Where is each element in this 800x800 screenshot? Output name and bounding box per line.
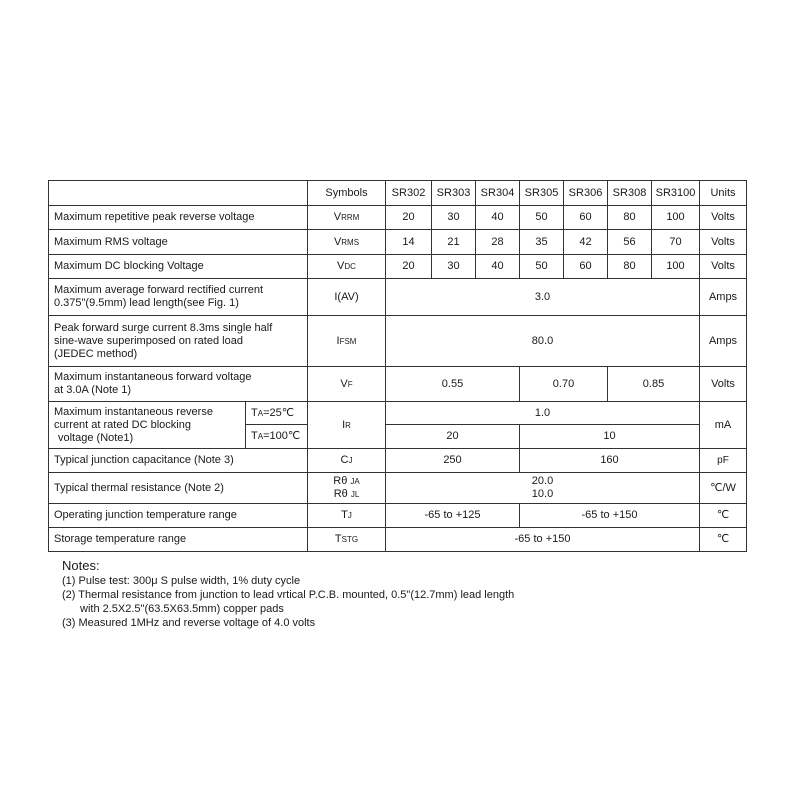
value-cell: 80 [608, 255, 652, 279]
unit-cell: Volts [700, 255, 747, 279]
value-cell: 42 [564, 230, 608, 255]
unit-cell: Amps [700, 279, 747, 316]
value-cell: 40 [476, 206, 520, 230]
table-row [49, 504, 747, 528]
table-row [49, 367, 747, 402]
unit-cell: ℃ [700, 528, 747, 552]
value-cell: 20 [386, 425, 520, 449]
notes-section [62, 558, 514, 630]
value-cell: -65 to +150 [520, 504, 700, 528]
value-cell: 80.0 [386, 316, 700, 367]
header-model: SR302 [386, 181, 432, 206]
unit-cell: pF [700, 449, 747, 473]
value-cell: 20 [386, 206, 432, 230]
unit-cell: Volts [700, 206, 747, 230]
note-3: (3) Measured 1MHz and reverse voltage of 4.0 volts [62, 617, 316, 629]
value-cell: 80 [608, 206, 652, 230]
symbol-cell: Rθ JA Rθ JL [308, 473, 386, 504]
table-row [49, 255, 747, 279]
symbol-cell: TSTG [308, 528, 386, 552]
value-cell: 70 [652, 230, 700, 255]
param-label: Operating junction temperature range [49, 504, 308, 528]
header-model: SR303 [432, 181, 476, 206]
header-model: SR304 [476, 181, 520, 206]
table-row [49, 279, 747, 316]
symbol-cell: VRMS [308, 230, 386, 255]
note-2-continued: with 2.5X2.5"(63.5X63.5mm) copper pads [80, 603, 284, 615]
symbol-cell: IR [308, 402, 386, 449]
param-label: Maximum DC blocking Voltage [49, 255, 308, 279]
value-cell: 60 [564, 206, 608, 230]
param-label: Maximum RMS voltage [49, 230, 308, 255]
value-cell: 56 [608, 230, 652, 255]
param-label: Maximum average forward rectified current 0.375"(9.5mm) lead length(see Fig. 1) [49, 279, 308, 316]
table-row [49, 316, 747, 367]
header-row [49, 181, 747, 206]
unit-cell: mA [700, 402, 747, 449]
value-cell: 20.0 10.0 [386, 473, 700, 504]
notes-title: Notes: [62, 558, 100, 573]
header-model: SR3100 [652, 181, 700, 206]
unit-cell: ℃ [700, 504, 747, 528]
header-param [49, 181, 308, 206]
value-cell: 250 [386, 449, 520, 473]
param-label: Typical junction capacitance (Note 3) [49, 449, 308, 473]
condition-cell: TA=25℃ [246, 402, 308, 425]
symbol-cell: VRRM [308, 206, 386, 230]
table-row [49, 230, 747, 255]
symbol-cell: VF [308, 367, 386, 402]
header-symbols: Symbols [308, 181, 386, 206]
value-cell: 50 [520, 206, 564, 230]
value-cell: 30 [432, 206, 476, 230]
value-cell: 35 [520, 230, 564, 255]
unit-cell: ℃/W [700, 473, 747, 504]
value-cell: 60 [564, 255, 608, 279]
header-model: SR305 [520, 181, 564, 206]
unit-cell: Amps [700, 316, 747, 367]
spec-table [48, 180, 747, 552]
value-cell: 0.85 [608, 367, 700, 402]
table-row [49, 473, 747, 504]
value-cell: 160 [520, 449, 700, 473]
param-label: Maximum repetitive peak reverse voltage [49, 206, 308, 230]
param-label: Maximum instantaneous forward voltage at 3.0A (Note 1) [49, 367, 308, 402]
value-cell: 10 [520, 425, 700, 449]
param-label: Maximum instantaneous reverse current at rated DC blocking voltage (Note1) [49, 402, 246, 449]
value-cell: 30 [432, 255, 476, 279]
value-cell: 50 [520, 255, 564, 279]
unit-cell: Volts [700, 367, 747, 402]
param-label: Peak forward surge current 8.3ms single half sine-wave superimposed on rated load (JEDEC method) [49, 316, 308, 367]
table-row [49, 206, 747, 230]
symbol-cell: VDC [308, 255, 386, 279]
param-label: Typical thermal resistance (Note 2) [49, 473, 308, 504]
table-row [49, 528, 747, 552]
param-label: Storage temperature range [49, 528, 308, 552]
value-cell: 28 [476, 230, 520, 255]
table-row [49, 402, 747, 425]
table-row [49, 449, 747, 473]
value-cell: 0.70 [520, 367, 608, 402]
value-cell: 14 [386, 230, 432, 255]
value-cell: 3.0 [386, 279, 700, 316]
condition-cell: TA=100℃ [246, 425, 308, 449]
header-model: SR308 [608, 181, 652, 206]
note-1: (1) Pulse test: 300μ S pulse width, 1% duty cycle [62, 575, 301, 587]
symbol-cell: I(AV) [308, 279, 386, 316]
unit-cell: Volts [700, 230, 747, 255]
value-cell: -65 to +125 [386, 504, 520, 528]
header-units: Units [700, 181, 747, 206]
value-cell: 1.0 [386, 402, 700, 425]
value-cell: 40 [476, 255, 520, 279]
value-cell: 20 [386, 255, 432, 279]
symbol-cell: TJ [308, 504, 386, 528]
symbol-cell: CJ [308, 449, 386, 473]
value-cell: 100 [652, 206, 700, 230]
header-model: SR306 [564, 181, 608, 206]
value-cell: 0.55 [386, 367, 520, 402]
note-2: (2) Thermal resistance from junction to lead vrtical P.C.B. mounted, 0.5"(12.7mm) lead length [62, 589, 515, 601]
value-cell: 21 [432, 230, 476, 255]
value-cell: 100 [652, 255, 700, 279]
symbol-cell: IFSM [308, 316, 386, 367]
value-cell: -65 to +150 [386, 528, 700, 552]
